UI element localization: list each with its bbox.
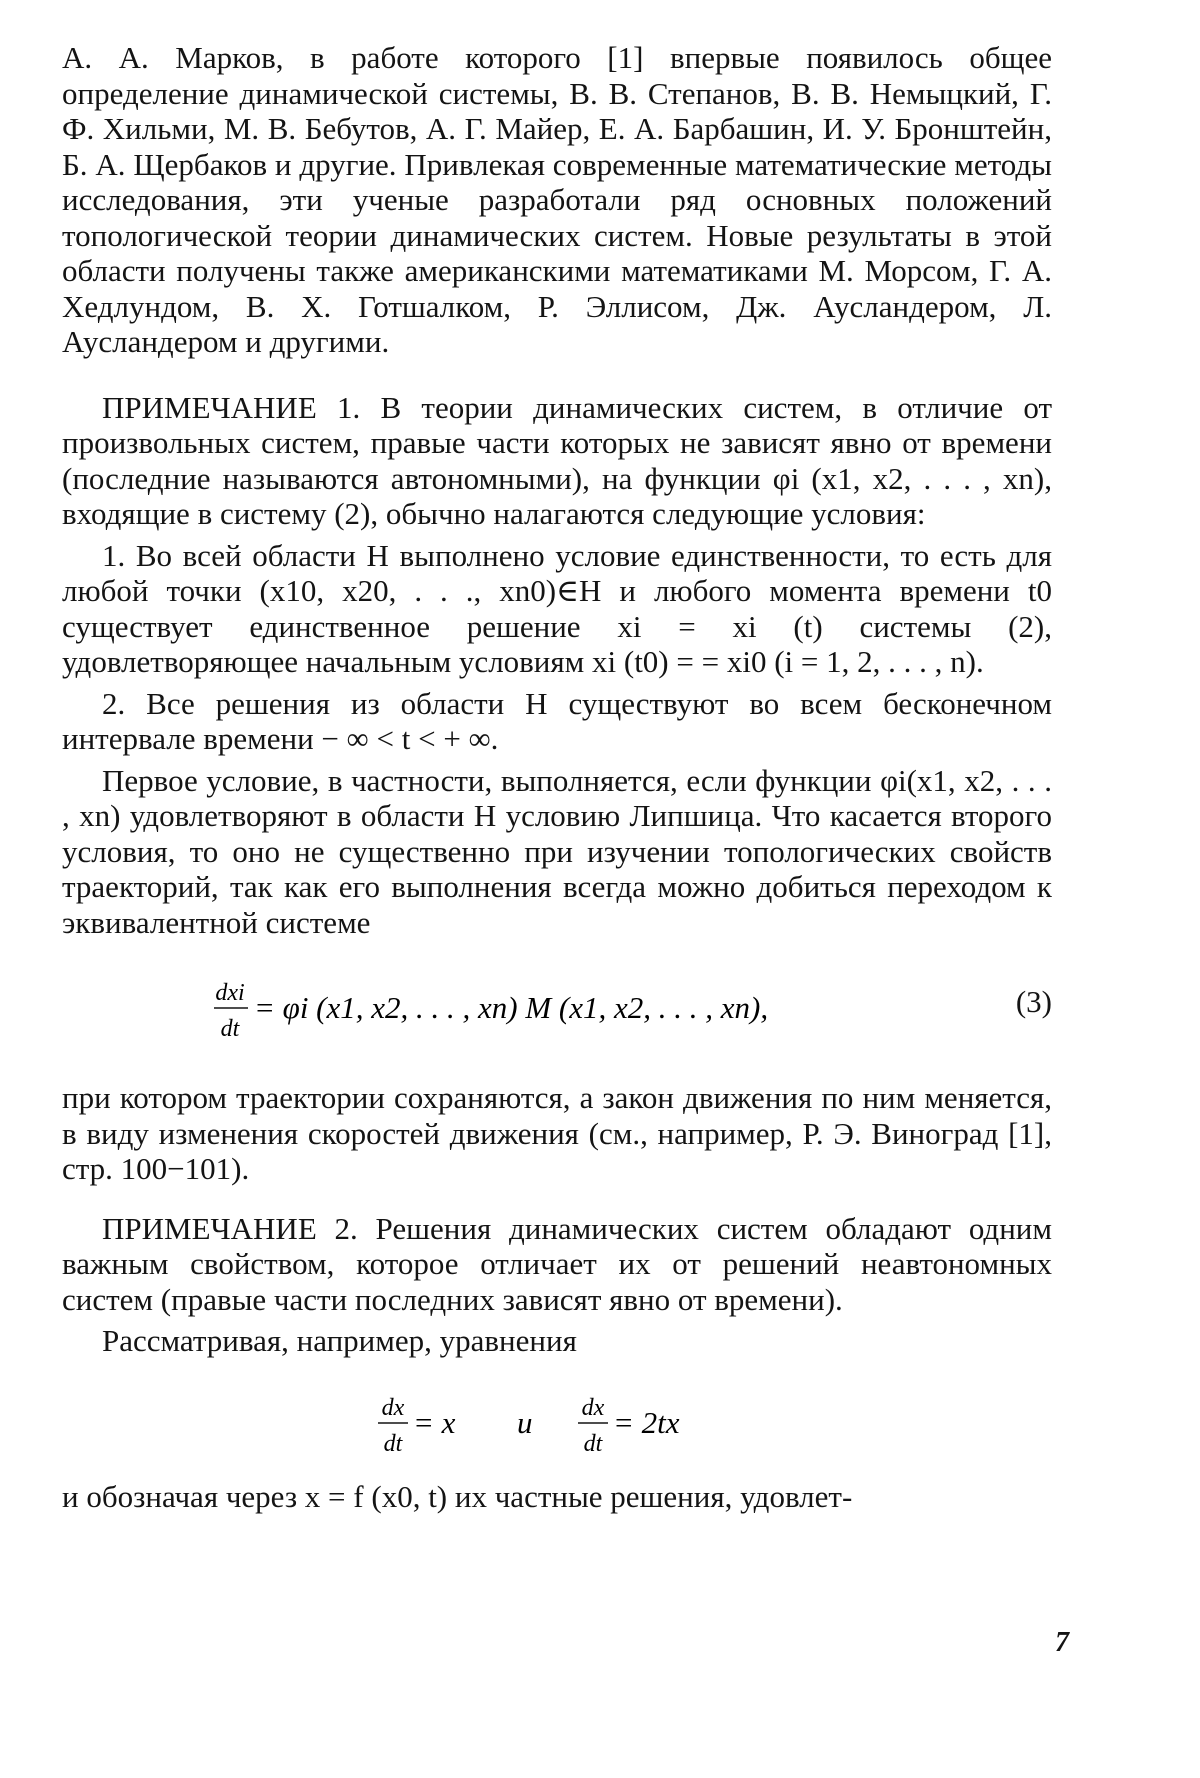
- formula-3-rhs: = φi (x1, x2, . . . , xn) M (x1, x2, . . . , xn),: [254, 990, 769, 1025]
- formula-4-left-rhs: = x: [413, 1404, 456, 1440]
- formula-4-right-denominator: dt: [583, 1430, 603, 1457]
- formula-4-conjunction: и: [517, 1404, 533, 1440]
- page-body: [62, 40, 1052, 1514]
- formula-4-right-numerator: dx: [581, 1394, 605, 1421]
- equation-number: (3): [1015, 984, 1052, 1019]
- paragraph-continuation: и обозначая через x = f (x0, t) их частные решения, удовлет-: [62, 1478, 853, 1514]
- formula-3-denominator: dt: [220, 1016, 240, 1042]
- page-number: 7: [1055, 1627, 1069, 1658]
- paragraph-example: Рассматривая, например, уравнения: [102, 1323, 577, 1358]
- formula-4-right-rhs: = 2tx: [613, 1404, 680, 1440]
- formula-4-expression: [377, 1389, 737, 1461]
- formula-3-numerator: dxi: [215, 980, 245, 1006]
- paragraph-trajectories: при котором траектории сохраняются, а закон движения по ним меняется, в виду изменения скоростей движения (см., например, Р. Э. Виноград [1], стр. 100−101).: [62, 1080, 1052, 1186]
- paragraph-lipschitz: Первое условие, в частности, выполняется, если функции φi(x1, x2, . . . , xn) удовлетворяют в области H условию Липшица. Что касается второго условия, то оно не существенно при изучении топологических свойств траекторий, так как его выполнения всегда можно добиться переходом к эквивалентной системе: [62, 762, 1052, 940]
- formula-4-left-denominator: dt: [383, 1430, 403, 1457]
- formula-3-expression: [212, 974, 852, 1044]
- paragraph-note-2: ПРИМЕЧАНИЕ 2. Решения динамических систем обладают одним важным свойством, которое отличает их от решений неавтономных систем (правые части последних зависят явно от времени).: [62, 1210, 1052, 1317]
- paragraph-condition-2: 2. Все решения из области H существуют во всем бесконечном интервале времени − ∞ < t < + ∞.: [62, 685, 1052, 756]
- paragraph-note-1: ПРИМЕЧАНИЕ 1. В теории динамических систем, в отличие от произвольных систем, правые части которых не зависят явно от времени (последние называются автономными), на функции φi (x1, x2, . . . , xn), входящие в систему (2), обычно налагаются следующие условия:: [62, 389, 1052, 531]
- formula-3: [62, 966, 1052, 1046]
- formula-4-left-numerator: dx: [381, 1394, 405, 1421]
- paragraph-condition-1: 1. Во всей области H выполнено условие единственности, то есть для любой точки (x10, x20, . . ., xn0)∈H и любого момента времени t0 существует единственное решение xi = xi (t) системы (2), удовлетворяющее начальным условиям xi (t0) = = xi0 (i = 1, 2, . . . , n).: [62, 537, 1052, 679]
- paragraph-authors: А. А. Марков, в работе которого [1] впервые появилось общее определение динамической системы, В. В. Степанов, В. В. Немыцкий, Г. Ф. Хильми, М. В. Бебутов, А. Г. Майер, Е. А. Барбашин, И. У. Бронштейн, Б. А. Щербаков и другие. Привлекая современные математические методы исследования, эти ученые разработали ряд основных положений топологической теории динамических систем. Новые результаты в этой области получены также американскими математиками М. Морсом, Г. А. Хедлундом, В. Х. Готшалком, Р. Эллисом, Дж. Аусландером, Л. Аусландером и другими.: [62, 40, 1052, 359]
- formula-4: [62, 1375, 1052, 1461]
